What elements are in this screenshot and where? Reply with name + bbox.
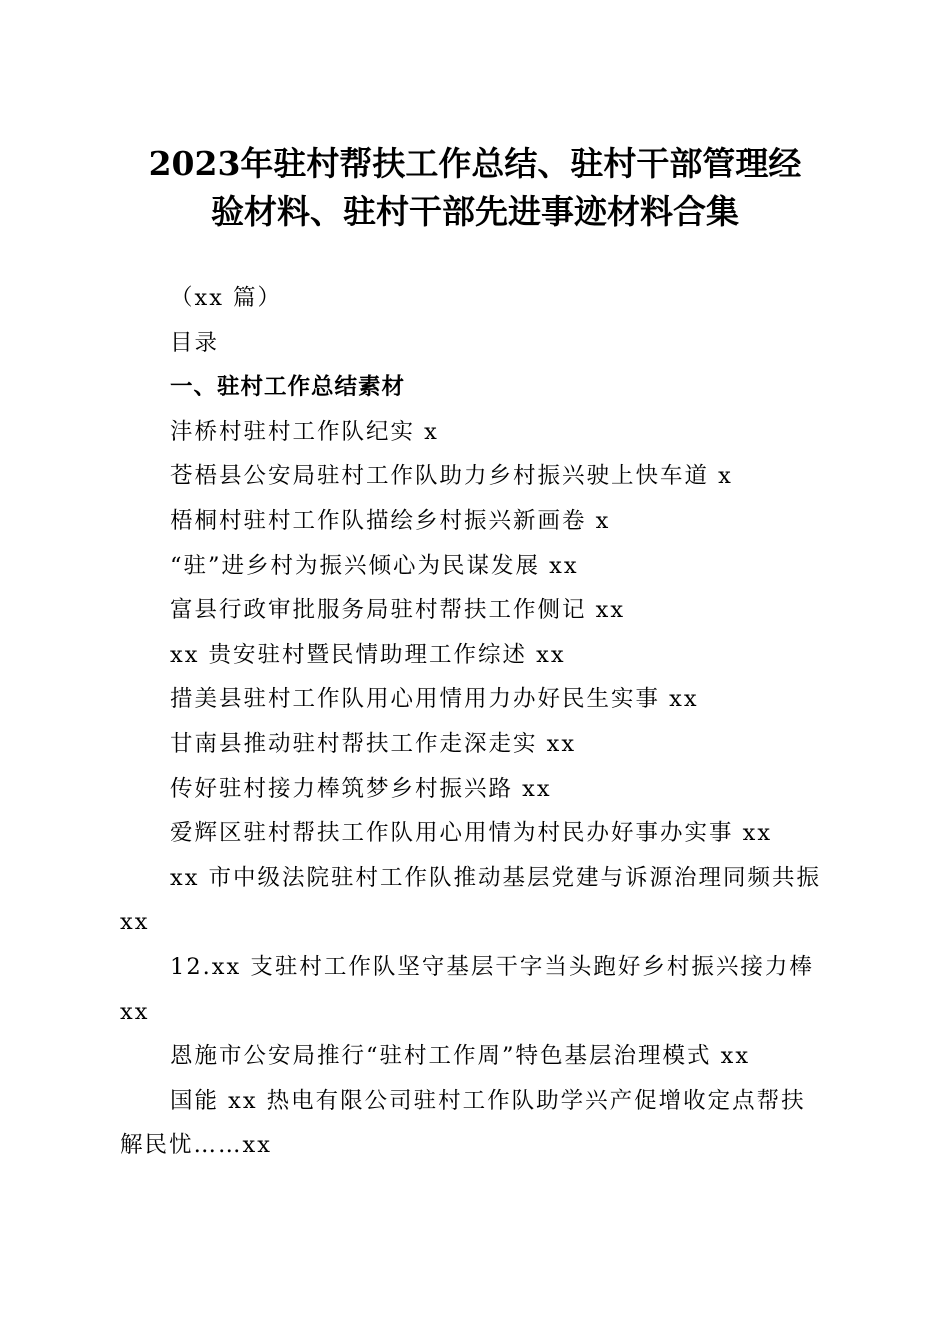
toc-item: 苍梧县公安局驻村工作队助力乡村振兴驶上快车道 x (170, 463, 733, 490)
toc-item: 富县行政审批服务局驻村帮扶工作侧记 xx (170, 597, 626, 624)
toc-item: 措美县驻村工作队用心用情用力办好民生实事 xx (170, 686, 699, 713)
toc-item: xx 市中级法院驻村工作队推动基层党建与诉源治理同频共振 xx (120, 864, 822, 936)
toc-item: 传好驻村接力棒筑梦乡村振兴路 xx (170, 775, 552, 802)
document-body (120, 276, 830, 1168)
count-note: （xx 篇） (170, 285, 283, 311)
section-heading: 一、驻村工作总结素材 (170, 374, 406, 401)
toc-item: 爱辉区驻村帮扶工作队用心用情为村民办好事办实事 xx (170, 820, 773, 847)
toc-item: xx 贵安驻村暨民情助理工作综述 xx (170, 641, 566, 668)
toc-label: 目录 (170, 329, 220, 356)
toc-item: 沣桥村驻村工作队纪实 x (170, 418, 439, 445)
toc-item: 甘南县推动驻村帮扶工作走深走实 xx (170, 730, 577, 757)
toc-item: 梧桐村驻村工作队描绘乡村振兴新画卷 x (170, 507, 611, 534)
toc-item: “驻”进乡村为振兴倾心为民谋发展 xx (170, 552, 579, 579)
document-title (100, 140, 850, 236)
toc-item: 国能 xx 热电有限公司驻村工作队助学兴产促增收定点帮扶解民忧……xx (120, 1087, 806, 1159)
toc-item: 恩施市公安局推行“驻村工作周”特色基层治理模式 xx (170, 1043, 751, 1070)
toc-item: 12.xx 支驻村工作队坚守基层干字当头跑好乡村振兴接力棒 xx (120, 953, 814, 1025)
title-line-1: 2023年驻村帮扶工作总结、驻村干部管理经 (148, 144, 802, 183)
title-line-2: 验材料、驻村干部先进事迹材料合集 (211, 192, 739, 231)
